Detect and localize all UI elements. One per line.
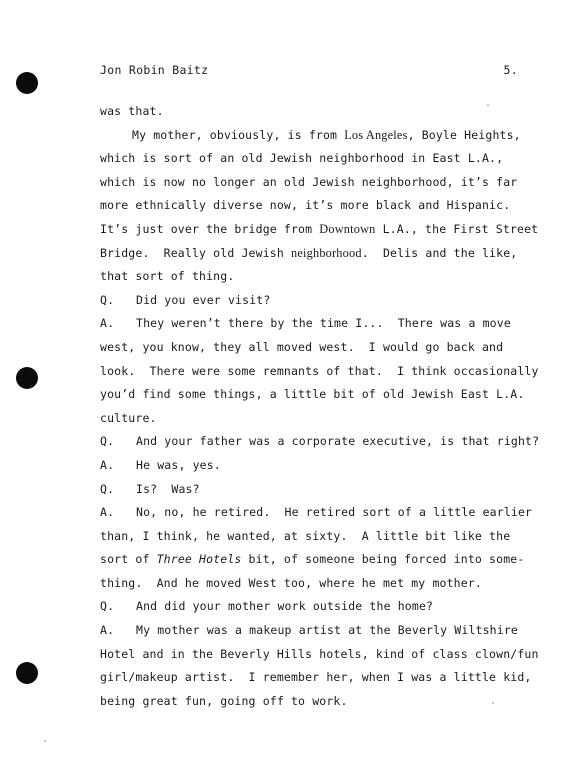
line-text: west, you know, they all moved west. I would go back and <box>100 339 504 354</box>
transcript-line <box>100 501 533 525</box>
line-text: which is sort of an old Jewish neighborhood in East L.A., <box>100 151 504 166</box>
transcript-line <box>100 525 530 549</box>
line-text: than, I think, he wanted, at sixty. A little bit like the <box>100 528 511 543</box>
paper-speck <box>44 740 46 742</box>
transcript-line <box>100 171 530 195</box>
transcript-line <box>100 478 530 502</box>
transcript-line <box>100 572 530 596</box>
transcript-line <box>100 194 530 218</box>
transcript-line <box>100 430 540 454</box>
transcript-line <box>100 383 530 407</box>
line-text: Los Angeles <box>344 127 408 142</box>
transcript-body <box>100 100 540 713</box>
line-text: you’d find some things, a little bit of old Jewish East L.A. <box>100 387 525 402</box>
line-text: No, no, he retired. He retired sort of a little earlier <box>136 505 533 520</box>
line-text: girl/makeup artist. I remember her, when I was a little kid, <box>100 670 532 685</box>
speaker-label: A. <box>100 505 115 520</box>
line-text: bit, of someone being forced into some- <box>241 552 525 567</box>
transcript-line <box>100 289 530 313</box>
transcript-line <box>100 242 530 266</box>
transcript-line <box>100 595 530 619</box>
line-text: which is now no longer an old Jewish neighborhood, it’s far <box>100 174 518 189</box>
transcript-line <box>100 336 530 360</box>
line-text: And your father was a corporate executive, is that right? <box>136 434 540 449</box>
speaker-label: A. <box>100 316 115 331</box>
page-number: 5. <box>503 63 518 77</box>
line-text: sort of <box>100 552 157 567</box>
transcript-line <box>100 147 530 171</box>
transcript-line <box>100 218 539 242</box>
page-header <box>100 63 518 77</box>
binder-hole-middle <box>16 367 38 389</box>
line-text: that sort of thing. <box>100 269 235 284</box>
speaker-label: Q. <box>100 599 115 614</box>
transcript-line <box>100 619 530 643</box>
line-text: culture. <box>100 410 157 425</box>
line-text: was that. <box>100 104 164 118</box>
line-text: more ethnically diverse now, it’s more black and Hispanic. <box>100 198 511 213</box>
speaker-label: Q. <box>100 481 115 496</box>
line-text: My mother was a makeup artist at the Beverly Wiltshire <box>136 623 518 638</box>
header-author: Jon Robin Baitz <box>100 63 209 77</box>
line-text: Downtown <box>319 221 376 236</box>
line-text: being great fun, going off to work. <box>100 693 348 708</box>
line-text: My mother, obviously, is from <box>132 127 345 142</box>
transcript-line <box>100 360 539 384</box>
transcript-line <box>100 407 530 431</box>
binder-hole-top <box>16 72 38 94</box>
speaker-label: Q. <box>100 292 115 307</box>
line-text: , Boyle Heights, <box>407 127 521 142</box>
transcript-line <box>100 100 530 124</box>
line-text: They weren’t there by the time I... There was a move <box>136 316 511 331</box>
line-text: . Delis and the like, <box>361 245 518 260</box>
line-text: neighborhood <box>291 245 362 260</box>
transcript-line <box>100 690 530 714</box>
transcript-line <box>100 312 530 336</box>
line-text: look. There were some remnants of that. I think occasionally <box>100 363 539 378</box>
line-text: thing. And he moved West too, where he met my mother. <box>100 575 482 590</box>
speaker-label: Q. <box>100 434 115 449</box>
binder-hole-bottom <box>16 662 38 684</box>
speaker-label: A. <box>100 623 115 638</box>
line-text: He was, yes. <box>136 457 221 472</box>
speaker-label: A. <box>100 457 115 472</box>
line-text: And did your mother work outside the home? <box>136 599 434 614</box>
italic-title-text: Three Hotels <box>156 552 242 567</box>
line-text: Bridge. Really old Jewish <box>100 245 291 260</box>
line-text: Did you ever visit? <box>136 292 271 307</box>
line-text: Hotel and in the Beverly Hills hotels, kind of class clown/fun <box>100 646 539 661</box>
transcript-line <box>100 666 530 690</box>
transcript-line <box>100 643 539 667</box>
transcript-line <box>100 265 530 289</box>
transcript-line <box>100 454 530 478</box>
line-text: It’s just over the bridge from <box>100 221 320 236</box>
transcript-line <box>100 124 530 148</box>
transcript-line <box>100 548 530 572</box>
line-text: Is? Was? <box>136 481 200 496</box>
line-text: L.A., the First Street <box>375 221 539 236</box>
